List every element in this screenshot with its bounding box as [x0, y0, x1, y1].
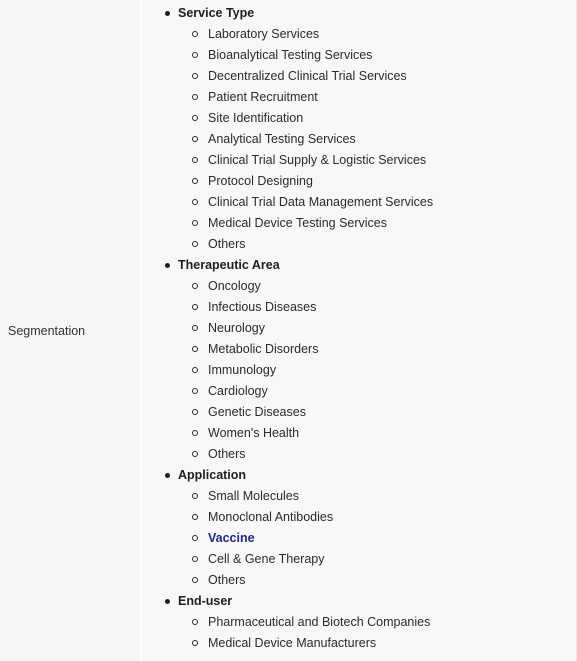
sub-item-list: [142, 486, 576, 591]
bullet-circle-icon: [192, 73, 198, 79]
bullet-circle-icon: [192, 514, 198, 520]
sub-item-label: Analytical Testing Services: [208, 132, 356, 146]
sub-item-label: Others: [208, 447, 246, 461]
sub-item: [142, 108, 576, 129]
sub-item: [142, 570, 576, 591]
sub-item: [142, 318, 576, 339]
sub-item-label: Medical Device Manufacturers: [208, 636, 377, 650]
sub-item-label[interactable]: Vaccine: [208, 531, 255, 545]
bullet-circle-icon: [192, 325, 198, 331]
bullet-circle-icon: [192, 493, 198, 499]
category-title: Service Type: [178, 6, 255, 20]
bullet-circle-icon: [192, 241, 198, 247]
sub-item: [142, 24, 576, 45]
bullet-circle-icon: [192, 94, 198, 100]
sub-item: [142, 192, 576, 213]
bullet-circle-icon: [192, 430, 198, 436]
sub-item-label: Cardiology: [208, 384, 268, 398]
sub-item-list: [142, 612, 576, 654]
sub-item: [142, 276, 576, 297]
sub-item: [142, 234, 576, 255]
sub-item: [142, 444, 576, 465]
sub-item: [142, 66, 576, 87]
sub-item: [142, 129, 576, 150]
bullet-circle-icon: [192, 451, 198, 457]
bullet-circle-icon: [192, 157, 198, 163]
bullet-circle-icon: [192, 556, 198, 562]
sub-item: [142, 381, 576, 402]
category-heading: [142, 591, 576, 612]
sub-item-label: Clinical Trial Supply & Logistic Services: [208, 153, 427, 167]
category-list: [142, 0, 576, 654]
sub-item-label: Protocol Designing: [208, 174, 313, 188]
sub-item: [142, 507, 576, 528]
sub-item-label: Cell & Gene Therapy: [208, 552, 325, 566]
category-heading: [142, 3, 576, 24]
category-item: [142, 591, 576, 654]
sub-item: [142, 171, 576, 192]
sub-item-label: Genetic Diseases: [208, 405, 306, 419]
bullet-disc-icon: [165, 11, 170, 16]
sub-item-label: Small Molecules: [208, 489, 300, 503]
bullet-disc-icon: [165, 263, 170, 268]
bullet-circle-icon: [192, 199, 198, 205]
sub-item: [142, 45, 576, 66]
bullet-disc-icon: [165, 599, 170, 604]
sub-item-label: Others: [208, 573, 246, 587]
bullet-circle-icon: [192, 136, 198, 142]
category-heading: [142, 255, 576, 276]
bullet-circle-icon: [192, 640, 198, 646]
sub-item-list: [142, 276, 576, 465]
sub-item: [142, 402, 576, 423]
sub-item-label: Laboratory Services: [208, 27, 320, 41]
bullet-circle-icon: [192, 409, 198, 415]
bullet-circle-icon: [192, 52, 198, 58]
sub-item-label: Pharmaceutical and Biotech Companies: [208, 615, 431, 629]
bullet-circle-icon: [192, 304, 198, 310]
sub-item-list: [142, 24, 576, 255]
category-heading: [142, 465, 576, 486]
sub-item-label: Women's Health: [208, 426, 300, 440]
bullet-circle-icon: [192, 31, 198, 37]
bullet-circle-icon: [192, 115, 198, 121]
sub-item: [142, 360, 576, 381]
sub-item-label: Monoclonal Antibodies: [208, 510, 334, 524]
segmentation-label: Segmentation: [8, 323, 86, 338]
bullet-circle-icon: [192, 178, 198, 184]
sub-item-label: Immunology: [208, 363, 277, 377]
sub-item: [142, 486, 576, 507]
category-title: Application: [178, 468, 247, 482]
sub-item-label: Site Identification: [208, 111, 304, 125]
category-item: [142, 465, 576, 591]
sub-item-label: Infectious Diseases: [208, 300, 317, 314]
sub-item-label: Bioanalytical Testing Services: [208, 48, 373, 62]
category-item: [142, 3, 576, 255]
bullet-circle-icon: [192, 367, 198, 373]
row-label-cell: [0, 0, 142, 661]
segment-list-cell: [142, 0, 576, 661]
sub-item-label: Patient Recruitment: [208, 90, 318, 104]
bullet-circle-icon: [192, 619, 198, 625]
sub-item: [142, 423, 576, 444]
sub-item: [142, 633, 576, 654]
bullet-circle-icon: [192, 535, 198, 541]
category-title: Therapeutic Area: [178, 258, 280, 272]
bullet-disc-icon: [165, 473, 170, 478]
sub-item: [142, 612, 576, 633]
category-item: [142, 255, 576, 465]
sub-item-label: Neurology: [208, 321, 265, 335]
sub-item: [142, 213, 576, 234]
sub-item-label: Oncology: [208, 279, 261, 293]
bullet-circle-icon: [192, 346, 198, 352]
sub-item-label: Clinical Trial Data Management Services: [208, 195, 434, 209]
bullet-circle-icon: [192, 388, 198, 394]
sub-item-link[interactable]: [142, 528, 576, 549]
sub-item-label: Others: [208, 237, 246, 251]
sub-item: [142, 87, 576, 108]
sub-item: [142, 339, 576, 360]
bullet-circle-icon: [192, 283, 198, 289]
category-title: End-user: [178, 594, 233, 608]
sub-item-label: Medical Device Testing Services: [208, 216, 388, 230]
sub-item-label: Decentralized Clinical Trial Services: [208, 69, 407, 83]
bullet-circle-icon: [192, 577, 198, 583]
sub-item: [142, 549, 576, 570]
sub-item: [142, 297, 576, 318]
sub-item: [142, 150, 576, 171]
bullet-circle-icon: [192, 220, 198, 226]
sub-item-label: Metabolic Disorders: [208, 342, 319, 356]
